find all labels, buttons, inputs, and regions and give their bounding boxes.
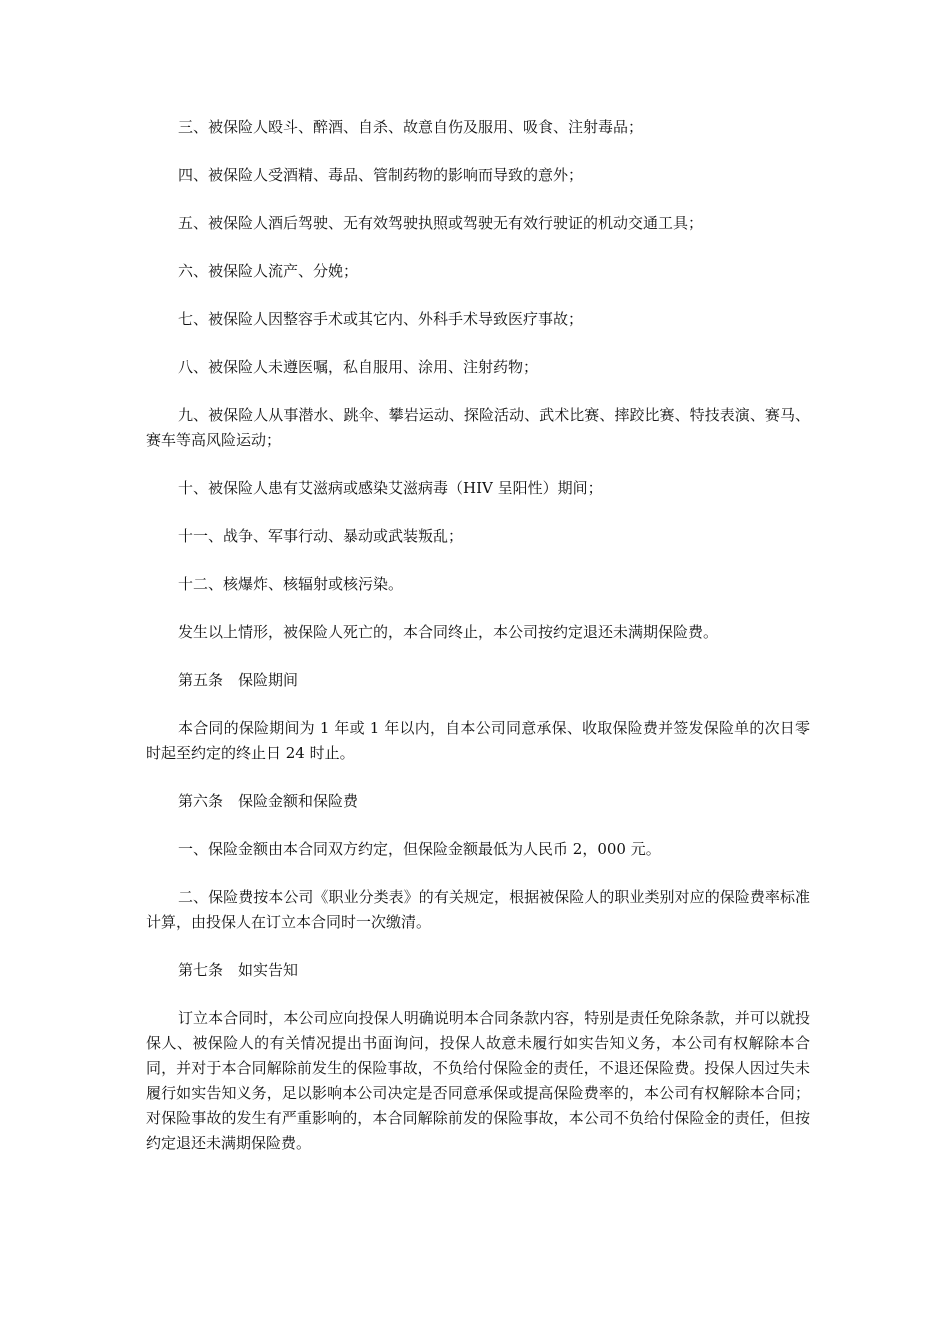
- article-6-item-2: 二、保险费按本公司《职业分类表》的有关规定，根据被保险人的职业类别对应的保险费率标准计算，由投保人在订立本合同时一次缴清。: [146, 888, 810, 931]
- exclusion-item-8: 八、被保险人未遵医嘱，私自服用、涂用、注射药物；: [178, 358, 539, 376]
- article-7-heading: 第七条 如实告知: [178, 961, 299, 979]
- exclusion-item-11: 十一、战争、军事行动、暴动或武装叛乱；: [178, 527, 464, 545]
- document-body: [146, 115, 810, 1179]
- exclusion-item-7: 七、被保险人因整容手术或其它内、外科手术导致医疗事故；: [178, 310, 584, 328]
- exclusion-item-6: 六、被保险人流产、分娩；: [178, 262, 359, 280]
- exclusion-item-9: 九、被保险人从事潜水、跳伞、攀岩运动、探险活动、武术比赛、摔跤比赛、特技表演、赛马、赛车等高风险运动；: [146, 406, 810, 449]
- exclusion-consequence: 发生以上情形，被保险人死亡的，本合同终止，本公司按约定退还未满期保险费。: [178, 623, 719, 641]
- exclusion-item-12: 十二、核爆炸、核辐射或核污染。: [178, 575, 404, 593]
- exclusion-item-5: 五、被保险人酒后驾驶、无有效驾驶执照或驾驶无有效行驶证的机动交通工具；: [178, 214, 704, 232]
- article-5-body: 本合同的保险期间为 1 年或 1 年以内，自本公司同意承保、收取保险费并签发保险单的次日零时起至约定的终止日 24 时止。: [146, 719, 810, 762]
- article-6-item-1: 一、保险金额由本合同双方约定，但保险金额最低为人民币 2，000 元。: [178, 840, 661, 858]
- exclusion-item-3: 三、被保险人殴斗、醉酒、自杀、故意自伤及服用、吸食、注射毒品；: [178, 118, 644, 136]
- exclusion-item-4: 四、被保险人受酒精、毒品、管制药物的影响而导致的意外；: [178, 166, 584, 184]
- article-7-body: 订立本合同时，本公司应向投保人明确说明本合同条款内容，特别是责任免除条款，并可以就投保人、被保险人的有关情况提出书面询问，投保人故意未履行如实告知义务，本公司有权解除本合同，并对于本合同解除前发生的保险事故，不负给付保险金的责任，不退还保险费。投保人因过失未履行如实告知义务，足以影响本公司决定是否同意承保或提高保险费率的，本公司有权解除本合同；对保险事故的发生有严重影响的，本合同解除前发的保险事故，本公司不负给付保险金的责任，但按约定退还未满期保险费。: [146, 1009, 810, 1152]
- article-6-heading: 第六条 保险金额和保险费: [178, 792, 359, 810]
- exclusion-item-10: 十、被保险人患有艾滋病或感染艾滋病毒（HIV 呈阳性）期间；: [178, 479, 603, 497]
- article-5-heading: 第五条 保险期间: [178, 671, 299, 689]
